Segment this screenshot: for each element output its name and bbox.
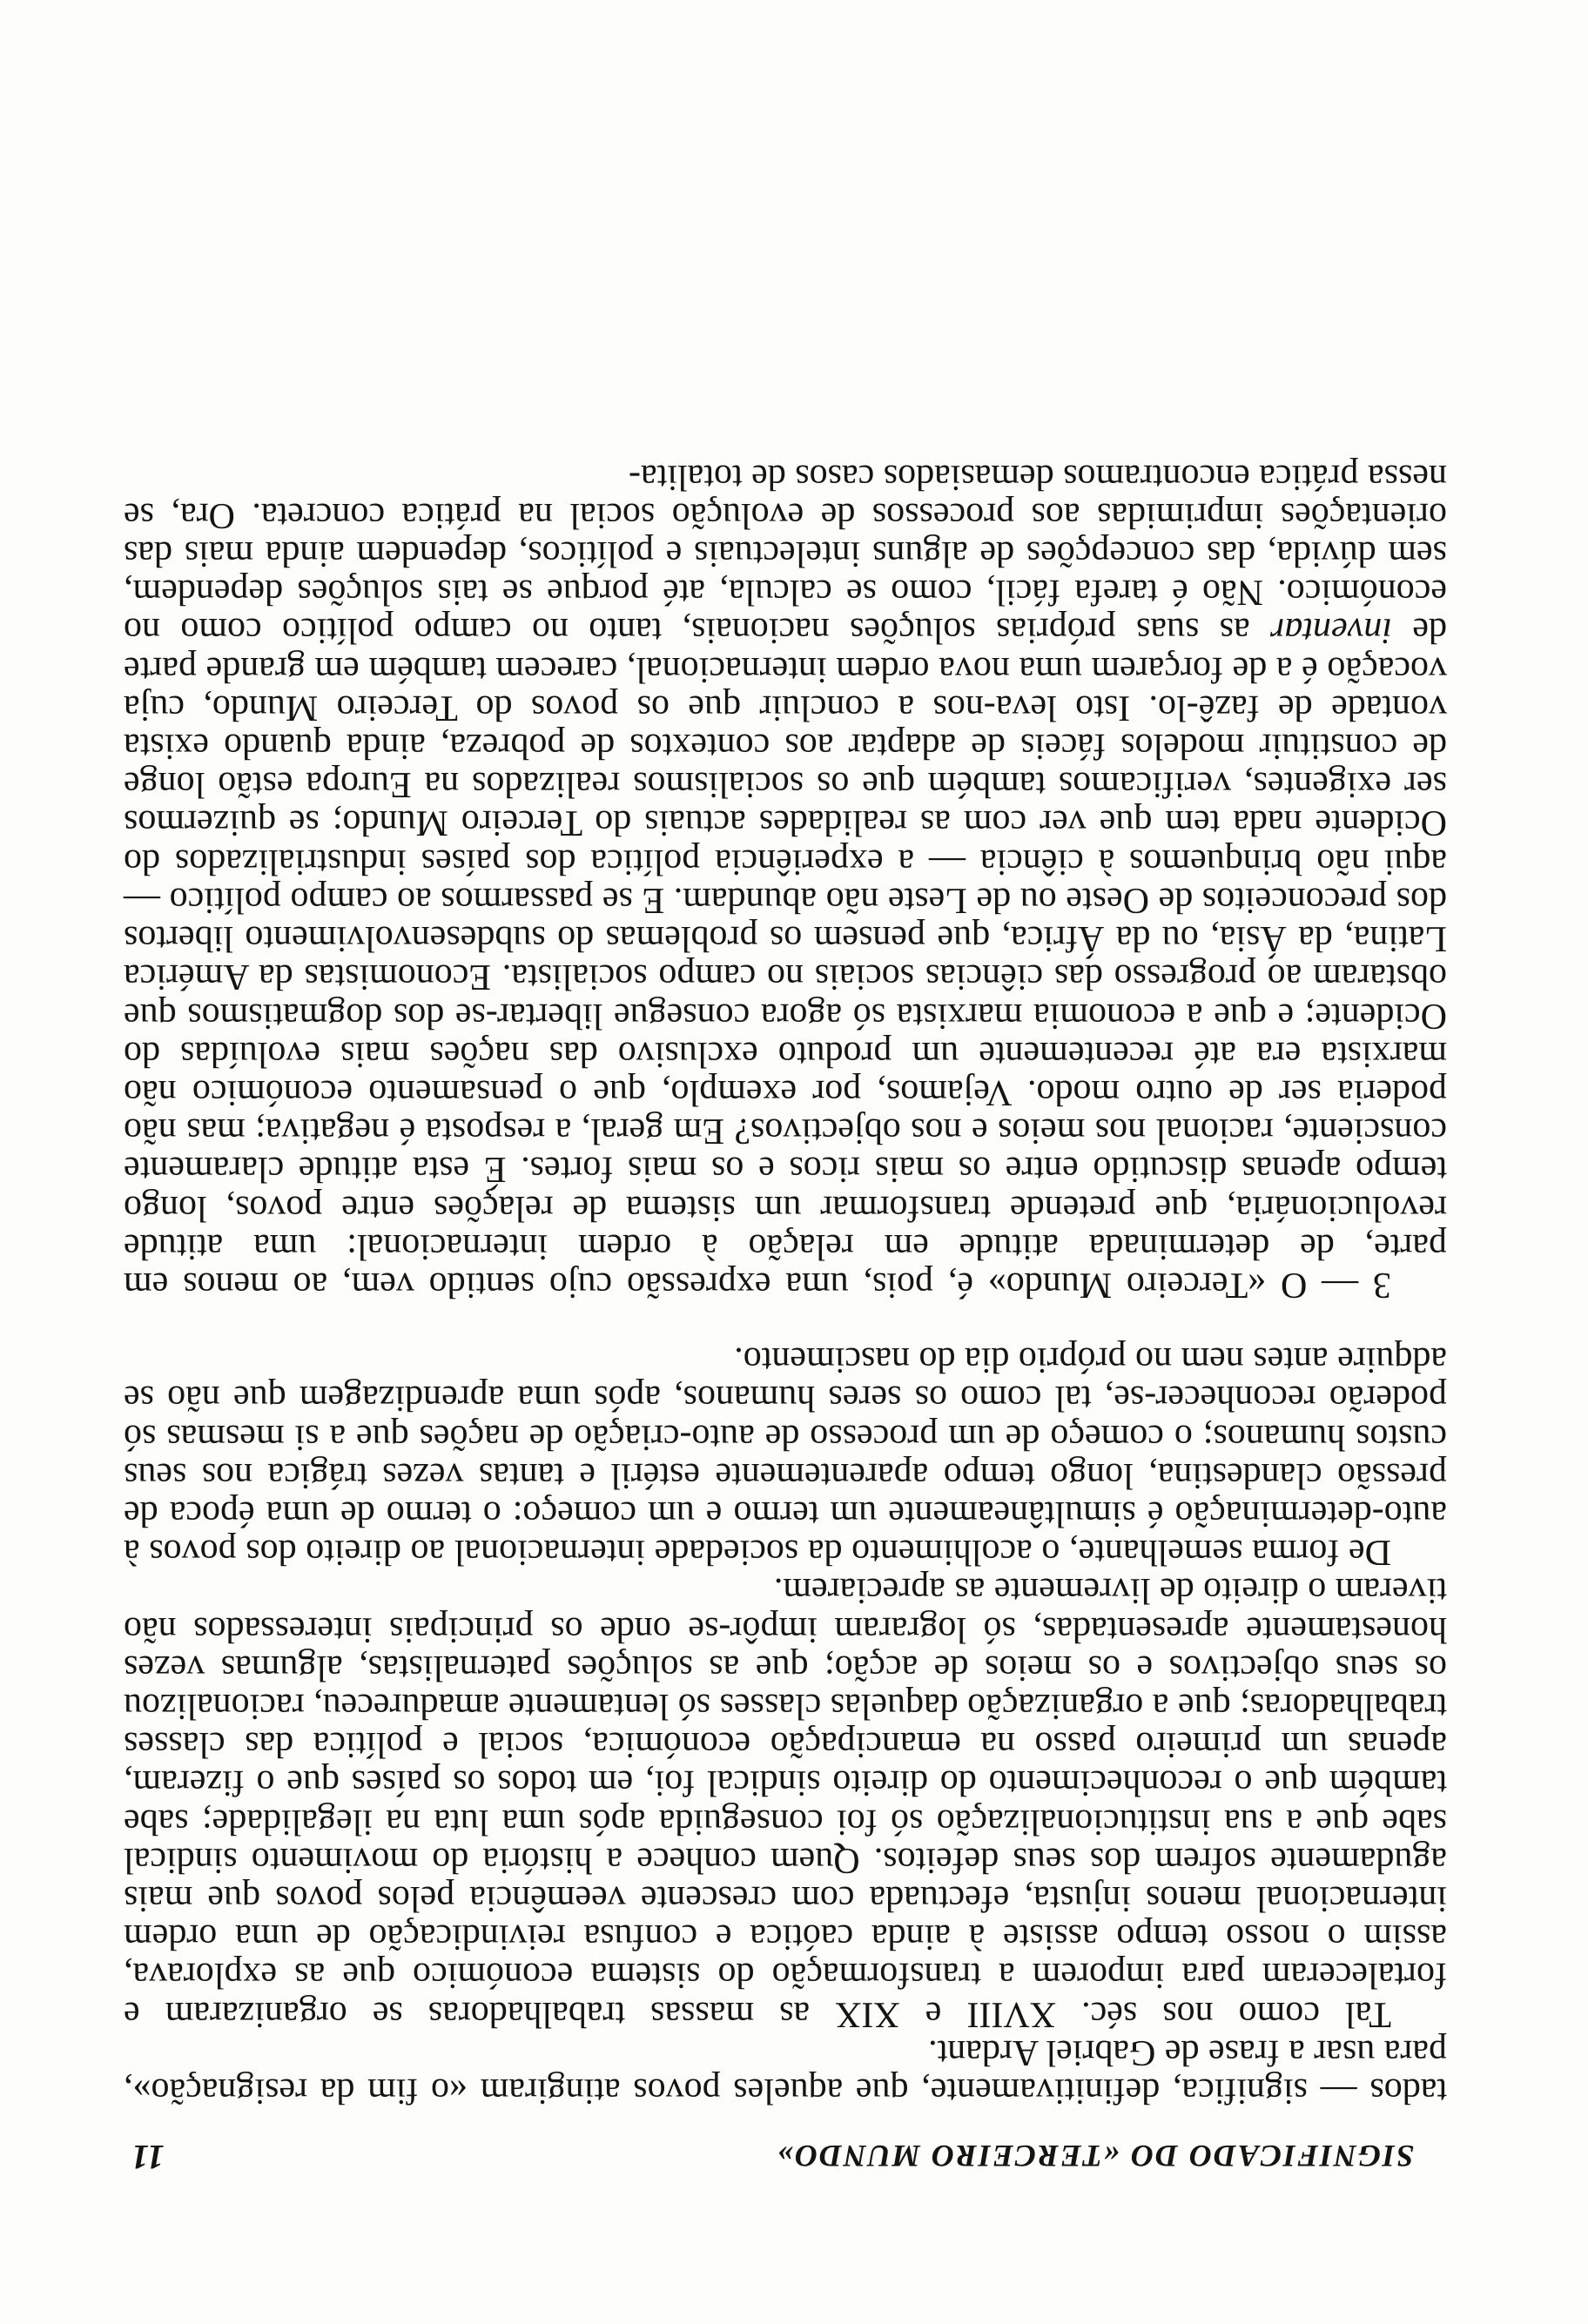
emphasis-word: inventar	[1270, 610, 1392, 651]
page-number: 11	[131, 2138, 165, 2177]
paragraph-continuation: tados — significa, definitivamente, que aqueles povos atingiram «o fim da resignação», para usar a frase de Gabriel Ardant.	[124, 2032, 1447, 2111]
paragraph: Tal como nos séc. XVIII e XIX as massas trabalhadoras se organizaram e fortaleceram para imporem a transformação do sistema económico que as explorava, assim o nosso tempo assiste à ainda caótica e confusa reivindicação de uma ordem internacional menos injusta, efectuada com crescente veemência pelos povos que mais agudamente sofrem dos seus defeitos. Quem conhece a história do movimento sindical sabe que a sua institucionalização só foi conseguida após uma luta na ilegalidade; sabe também que o reconhecimento do direito sindical foi, em todos os países que o fizeram, apenas um primeiro passo na emancipação económica, social e política das classes trabalhadoras; que a organização daquelas classes só lentamente amadureceu, racionalizou os seus objectivos e os meios de acção; que as soluções paternalistas, algumas vezes honestamente apresentadas, só lograram impôr-se onde os principais interessados não tiveram o direito de livremente as apreciarem.	[124, 1570, 1447, 2034]
paragraph: De forma semelhante, o acolhimento da sociedade internacional ao direito dos povos à auto-determinação é simultâneamente um termo e um começo: o termo de uma época de pressão clandestina, longo tempo aparentemente estéril e tantas vezes trágica nos seus custos humanos; o começo de um processo de auto-criação de nações que a si mesmas só poderão reconhecer-se, tal como os seres humanos, após uma aprendizagem que não se adquire antes nem no próprio dia do nascimento.	[124, 1340, 1447, 1573]
running-title: SIGNIFICADO DO «TERCEIRO MUNDO»	[775, 2139, 1414, 2173]
body-text	[124, 457, 1447, 2110]
running-head	[131, 2126, 1414, 2178]
paragraph-text-continued: as suas próprias soluções nacionais, tanto no campo político como no económico. Não é tarefa fácil, como se calcula, até porque se tais soluções dependem, sem dúvida, das concepções de alguns intelectuais e políticos, dependem ainda mais das orientações imprimidas aos processos de evolução social na prática concreta. Ora, se nessa prática encontramos demasiados casos de totalita-	[124, 456, 1447, 651]
paragraph-text: 3 — O «Terceiro Mundo» é, pois, uma expressão cujo sentido vem, ao menos em parte, de determinada atitude em relação à ordem internacional: uma atitude revolucionária, que pretende transformar um sistema de relações entre povos, longo tempo apenas discutido entre os mais ricos e os mais fortes. É esta atitude claramente consciente, racional nos meios e nos objectivos? Em geral, a resposta é negativa; mas não poderia ser de outro modo. Vejamos, por exemplo, que o pensamento económico não marxista era até recentemente um produto exclusivo das nações mais evoluídas do Ocidente; e que a economia marxista só agora consegue libertar-se dos dogmatismos que obstaram ao progresso das ciências sociais no campo socialista. Economistas da América Latina, da Ásia, ou da África, que pensem os problemas do subdesenvolvimento libertos dos preconceitos de Oeste ou de Leste não abundam. E se passarmos ao campo político — aqui não brinquemos à ciência — a experiência política dos países industrializados do Ocidente nada tem que ver com as realidades actuais do Terceiro Mundo; se quizermos ser exigentes, verificamos também que os socialismos realizados na Europa estão longe de constituir modelos fáceis de adaptar aos contextos de pobreza, ainda quando exista vontade de fazê-lo. Isto leva-nos a concluir que os povos do Terceiro Mundo, cuja vocação é a de forçarem uma nova ordem internacional, carecem também em grande parte de	[124, 610, 1447, 1305]
paragraph-section-3	[124, 457, 1447, 1303]
